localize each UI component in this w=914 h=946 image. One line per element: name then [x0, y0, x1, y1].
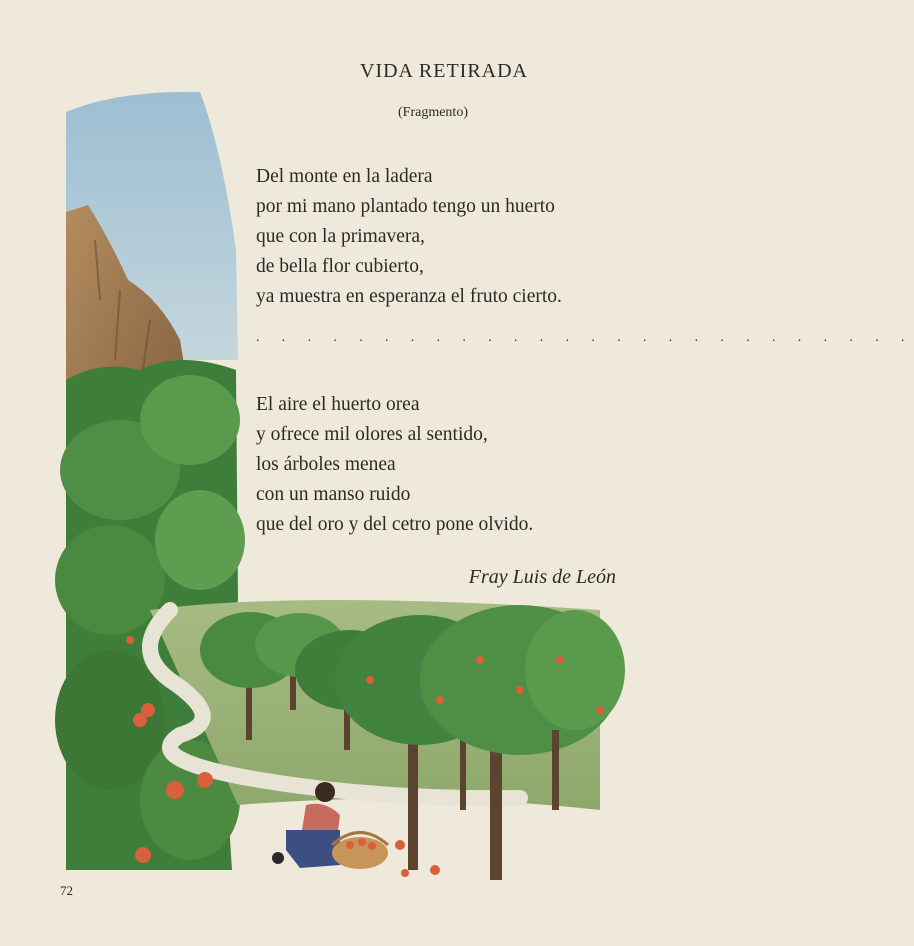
- boy-with-basket: [272, 782, 388, 869]
- sky: [66, 92, 238, 360]
- verse-line: con un manso ruido: [256, 484, 411, 505]
- page-number: 72: [60, 883, 73, 898]
- fruits: [126, 636, 604, 877]
- verse-line: Del monte en la ladera: [256, 166, 433, 187]
- verse-line: y ofrece mil olores al sentido,: [256, 424, 488, 445]
- garden-path: [150, 610, 520, 798]
- poem-author: Fray Luis de León: [468, 566, 616, 588]
- verse-line: El aire el huerto orea: [256, 394, 420, 415]
- stanza-2: [256, 390, 533, 540]
- stanza-separator-ellipsis: . . . . . . . . . . . . . . . . . . . . . . . . . .: [256, 330, 914, 345]
- verse-line: los árboles menea: [256, 454, 396, 475]
- verse-line: que con la primavera,: [256, 226, 425, 247]
- verse-line: ya muestra en esperanza el fruto cierto.: [256, 286, 562, 307]
- meadow: [150, 600, 600, 810]
- stanza-1: [256, 162, 562, 312]
- verse-line: que del oro y del cetro pone olvido.: [256, 514, 534, 535]
- left-tree-band: [66, 360, 238, 870]
- rock-cliff: [66, 205, 190, 470]
- poem-title: VIDA RETIRADA: [360, 60, 528, 82]
- orchard-trees: [200, 605, 625, 880]
- poem-subtitle: (Fragmento): [398, 105, 468, 120]
- verse-line: de bella flor cubierto,: [256, 256, 424, 277]
- verse-line: por mi mano plantado tengo un huerto: [256, 196, 555, 217]
